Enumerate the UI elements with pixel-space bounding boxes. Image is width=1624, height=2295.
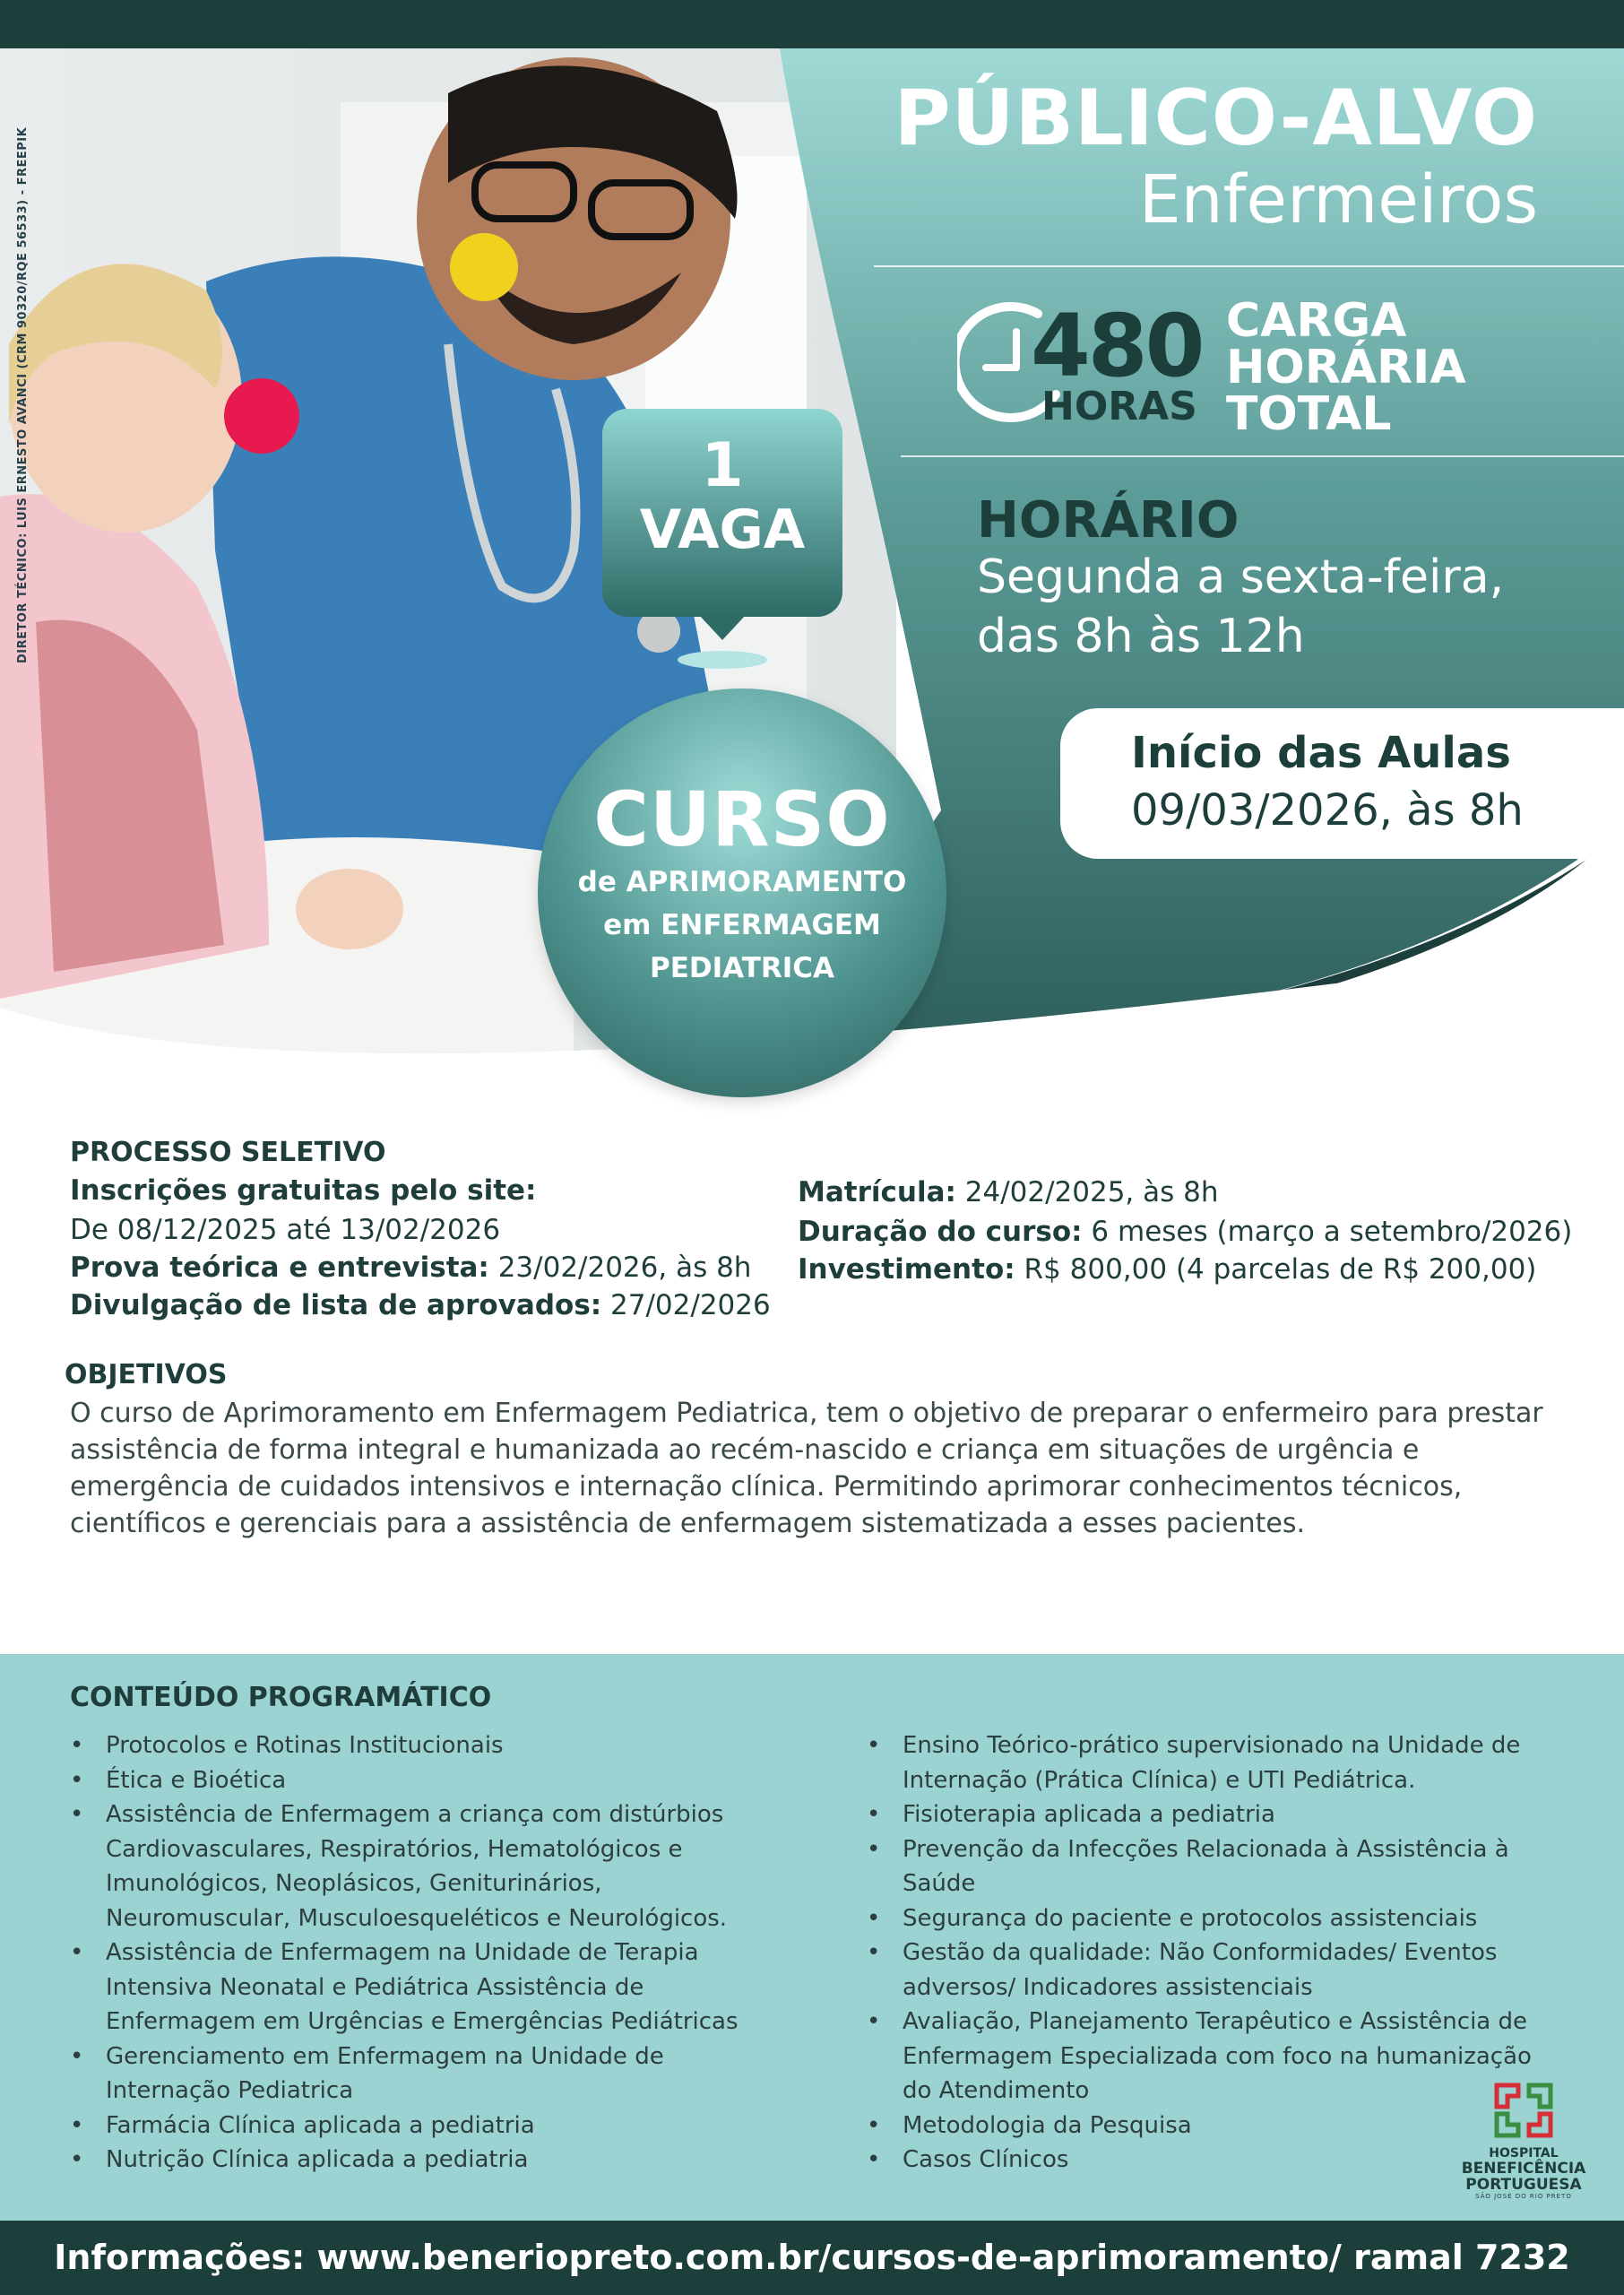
curso-line-3: PEDIATRICA	[649, 952, 835, 984]
logo-line-4: SÃO JOSÉ DO RIO PRETO	[1475, 2193, 1572, 2200]
vaga-shadow	[678, 651, 767, 669]
list-item: • Farmácia Clínica aplicada a pediatria	[70, 2109, 769, 2143]
vaga-word: VAGA	[639, 498, 806, 561]
list-item: • Ensino Teórico-prático supervisionado na Unidade de Internação (Prática Clínica) e UTI Pediátrica.	[867, 1728, 1548, 1797]
curso-title: CURSO	[593, 775, 891, 863]
logo-line-3: PORTUGUESA	[1465, 2176, 1582, 2194]
curso-line-1: de APRIMORAMENTO	[577, 866, 907, 898]
divulgacao-line: Divulgação de lista de aprovados: 27/02/2026	[70, 1289, 771, 1321]
duracao-line: Duração do curso: 6 meses (março a setembro/2026)	[798, 1216, 1573, 1248]
publico-alvo-title: PÚBLICO-ALVO	[894, 74, 1538, 163]
list-item: • Assistência de Enfermagem a criança com distúrbios Cardiovasculares, Respiratórios, Hematológicos e Imunológicos, Neoplásicos, Geniturinários, Neuromuscular, Musculoesqueléticos e Neurológicos.	[70, 1797, 769, 1936]
publico-alvo-audience: Enfermeiros	[1138, 161, 1538, 238]
inicio-date: 09/03/2026, às 8h	[1131, 785, 1524, 836]
footer-info: Informações: www.beneriopreto.com.br/cursos-de-aprimoramento/ ramal 7232	[54, 2238, 1570, 2277]
inscricoes-value: De 08/12/2025 até 13/02/2026	[70, 1214, 501, 1246]
horario-days: Segunda a sexta-feira,	[977, 550, 1505, 604]
conteudo-list-right	[867, 1728, 1548, 2178]
list-item: • Assistência de Enfermagem na Unidade de Terapia Intensiva Neonatal e Pediátrica Assistência de Enfermagem em Urgências e Emergências Pediátricas	[70, 1936, 769, 2040]
technical-director-credit: DIRETOR TÉCNICO: LUIS ERNESTO AVANCI (CRM 90320/RQE 56533) - FREEPIK	[16, 126, 30, 663]
horario-time: das 8h às 12h	[977, 610, 1305, 663]
curso-line-2: em ENFERMAGEM	[603, 909, 881, 941]
carga-line-2: HORÁRIA	[1226, 341, 1466, 394]
list-item: • Gerenciamento em Enfermagem na Unidade de Internação Pediatrica	[70, 2040, 769, 2109]
hours-unit: HORAS	[1041, 384, 1197, 429]
list-item: • Prevenção da Infecções Relacionada à Assistência à Saúde	[867, 1832, 1548, 1901]
divider	[901, 455, 1624, 457]
list-item: • Ética e Bioética	[70, 1763, 769, 1798]
divider	[874, 265, 1624, 267]
footer-bar	[0, 2221, 1624, 2295]
top-bar	[0, 0, 1624, 48]
prova-line: Prova teórica e entrevista: 23/02/2026, às 8h	[70, 1251, 752, 1284]
list-item: • Protocolos e Rotinas Institucionais	[70, 1728, 769, 1763]
horario-title: HORÁRIO	[977, 491, 1240, 550]
carga-line-1: CARGA	[1226, 294, 1407, 348]
carga-line-3: TOTAL	[1226, 387, 1392, 441]
matricula-line: Matrícula: 24/02/2025, às 8h	[798, 1176, 1219, 1208]
logo-line-1: HOSPITAL	[1489, 2146, 1559, 2161]
curso-badge	[538, 688, 946, 1097]
list-item: • Metodologia da Pesquisa	[867, 2109, 1548, 2143]
vaga-number: 1	[701, 430, 744, 501]
list-item: • Segurança do paciente e protocolos assistenciais	[867, 1901, 1548, 1936]
hospital-logo	[1447, 2078, 1601, 2200]
carga-horaria-label	[1226, 294, 1466, 441]
list-item: • Casos Clínicos	[867, 2143, 1548, 2178]
vaga-badge	[602, 409, 842, 617]
list-item: • Avaliação, Planejamento Terapêutico e Assistência de Enfermagem Especializada com foco na humanização do Atendimento	[867, 2005, 1548, 2109]
objetivos-title: OBJETIVOS	[65, 1359, 228, 1390]
processo-title: PROCESSO SELETIVO	[70, 1137, 386, 1168]
vaga-pointer	[699, 615, 746, 640]
conteudo-title: CONTEÚDO PROGRAMÁTICO	[70, 1682, 492, 1713]
objetivos-text: O curso de Aprimoramento em Enfermagem Pediatrica, tem o objetivo de preparar o enfermeiro para prestar assistência de forma integral e humanizada ao recém-nascido e criança em situações de urgência e emergência de cuidados intensivos e internação clínica. Permitindo aprimorar conhecimentos técnicos, científicos e gerenciais para a assistência de enfermagem sistematizada a esses pacientes.	[70, 1398, 1543, 1539]
inicio-title: Início das Aulas	[1131, 728, 1511, 778]
hospital-cross-icon	[1488, 2078, 1559, 2143]
hours-number: 480	[1031, 296, 1203, 396]
conteudo-list-left	[70, 1728, 769, 2178]
list-item: • Fisioterapia aplicada a pediatria	[867, 1797, 1548, 1832]
logo-line-2: BENEFICÊNCIA	[1461, 2160, 1586, 2178]
list-item: • Gestão da qualidade: Não Conformidades/ Eventos adversos/ Indicadores assistenciais	[867, 1936, 1548, 2005]
investimento-line: Investimento: R$ 800,00 (4 parcelas de R$ 200,00)	[798, 1253, 1537, 1286]
inscricoes-label: Inscrições gratuitas pelo site:	[70, 1174, 537, 1207]
list-item: • Nutrição Clínica aplicada a pediatria	[70, 2143, 769, 2178]
